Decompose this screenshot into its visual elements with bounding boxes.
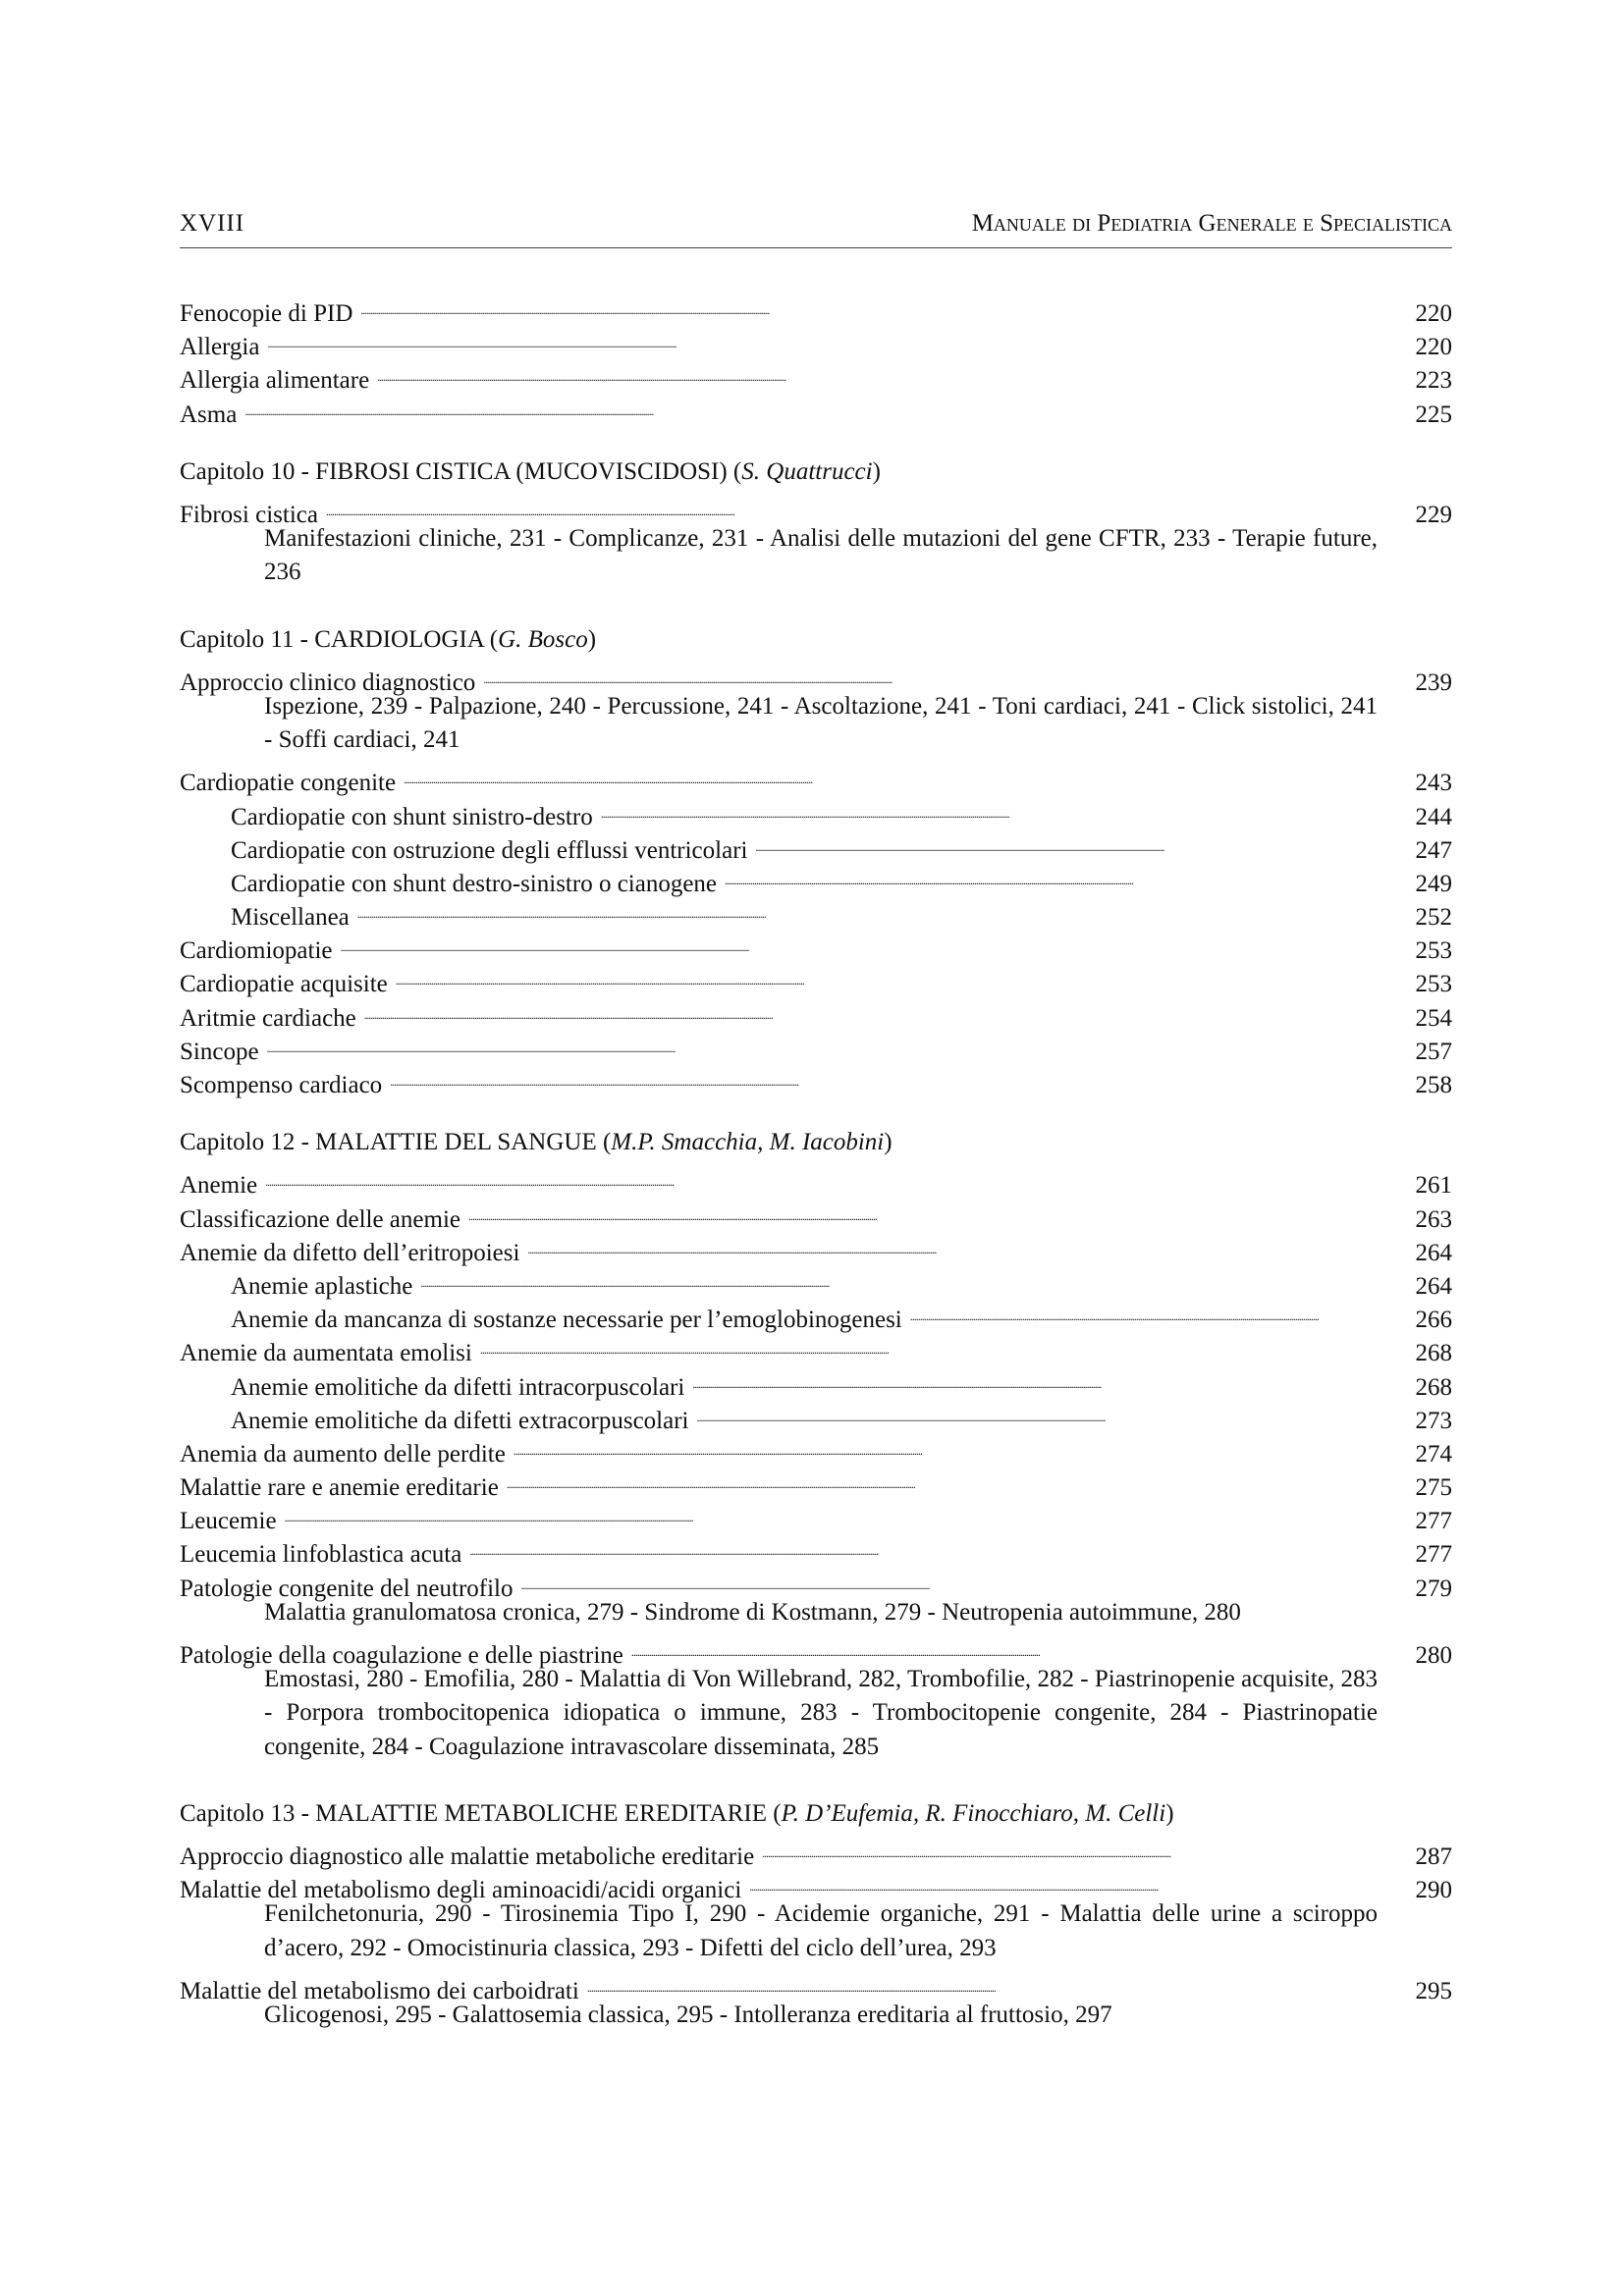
entry-title: Leucemia linfoblastica acuta <box>180 1541 462 1569</box>
page-number: XVIII <box>180 210 245 237</box>
toc-subentry <box>180 1260 1452 1300</box>
entry-title: Cardiopatie congenite <box>180 770 397 797</box>
toc-entry <box>180 1194 1452 1233</box>
dot-leader <box>364 992 1412 1026</box>
dot-leader <box>507 1462 1412 1495</box>
dot-leader <box>357 891 1412 925</box>
entry-title: Anemie emolitiche da difetti intracorpuscolari <box>231 1373 685 1401</box>
entry-title: Malattie del metabolismo degli aminoacidi/acidi organici <box>180 1877 742 1904</box>
entry-title: Aritmie cardiache <box>180 1004 356 1032</box>
toc-entry <box>180 1327 1452 1367</box>
toc-entry <box>180 1864 1452 1904</box>
entry-title: Cardiomiopatie <box>180 937 333 965</box>
toc-entry <box>180 1965 1452 2004</box>
toc-subentry <box>180 1395 1452 1434</box>
chapter-heading <box>180 1126 1452 1159</box>
entry-title: Fenocopie di PID <box>180 300 353 327</box>
entry-page-number: 225 <box>1415 400 1452 428</box>
entry-page-number: 229 <box>1415 501 1452 528</box>
entry-title: Patologie congenite del neutrofilo <box>180 1575 514 1602</box>
toc-entry <box>180 354 1452 395</box>
book-title: Manuale di Pediatria Generale e Specialistica <box>971 210 1452 237</box>
entry-page-number: 279 <box>1415 1575 1452 1602</box>
toc-entry <box>180 1563 1452 1602</box>
dot-leader <box>377 354 1411 388</box>
entry-page-number: 220 <box>1415 334 1452 361</box>
entry-title: Approccio clinico diagnostico <box>180 668 476 696</box>
dot-leader <box>527 1227 1411 1260</box>
entry-title: Malattie rare e anemie ereditarie <box>180 1474 499 1502</box>
entry-title: Allergia alimentare <box>180 367 370 395</box>
toc-entry <box>180 657 1452 696</box>
dot-leader <box>483 657 1411 690</box>
entry-page-number: 223 <box>1415 367 1452 395</box>
chapter-paren-close: ) <box>884 1129 893 1156</box>
chapter-title: Capitolo 11 - CARDIOLOGIA ( <box>180 625 499 653</box>
dot-leader <box>244 389 1411 422</box>
entry-page-number: 287 <box>1415 1843 1452 1870</box>
entry-page-number: 258 <box>1415 1072 1452 1098</box>
chapter-paren-close: ) <box>1165 1799 1174 1827</box>
entry-title: Anemia da aumento delle perdite <box>180 1440 506 1468</box>
entry-page-number: 220 <box>1415 300 1452 327</box>
dot-leader <box>692 1362 1411 1395</box>
entry-title: Patologie della coagulazione e delle piastrine <box>180 1642 623 1670</box>
dot-leader <box>587 1965 1412 1999</box>
entry-page-number: 290 <box>1415 1877 1452 1904</box>
toc-subentry <box>180 1294 1452 1334</box>
entry-page-number: 253 <box>1415 937 1452 965</box>
dot-leader <box>420 1260 1411 1294</box>
chapter-heading <box>180 1797 1452 1831</box>
entry-page-number: 253 <box>1415 971 1452 998</box>
entry-title: Cardiopatie acquisite <box>180 971 388 998</box>
entry-page-number: 266 <box>1415 1307 1452 1334</box>
entry-title: Cardiopatie con shunt destro-sinistro o cianogene <box>231 870 718 897</box>
dot-leader <box>396 958 1412 991</box>
dot-leader <box>390 1059 1411 1093</box>
dot-leader <box>341 925 1412 958</box>
dot-leader <box>360 288 1411 321</box>
toc-entry <box>180 757 1452 797</box>
dot-leader <box>267 1026 1412 1059</box>
toc-entry <box>180 1462 1452 1502</box>
toc-entry <box>180 1831 1452 1870</box>
toc-entry <box>180 925 1452 965</box>
entry-page-number: 261 <box>1415 1172 1452 1200</box>
toc-entry <box>180 958 1452 998</box>
entry-page-number: 268 <box>1415 1340 1452 1367</box>
running-header <box>180 210 1452 248</box>
entry-page-number: 295 <box>1415 1977 1452 2004</box>
toc-subentry <box>180 791 1452 830</box>
toc-entry <box>180 1528 1452 1569</box>
entry-page-number: 243 <box>1415 770 1452 797</box>
toc-entry <box>180 1629 1452 1670</box>
entry-page-number: 274 <box>1415 1440 1452 1468</box>
entry-page-number: 277 <box>1415 1541 1452 1569</box>
entry-title: Allergia <box>180 334 260 361</box>
entry-title: Anemie aplastiche <box>231 1272 413 1300</box>
entry-page-number: 280 <box>1415 1642 1452 1670</box>
dot-leader <box>696 1395 1411 1428</box>
dot-leader <box>265 1159 1411 1193</box>
entry-title: Anemie emolitiche da difetti extracorpuscolari <box>231 1407 689 1434</box>
dot-leader <box>404 757 1411 790</box>
entry-page-number: 257 <box>1415 1038 1452 1065</box>
toc-entry <box>180 1495 1452 1535</box>
toc-topic-list: Glicogenosi, 295 - Galattosemia classica, 295 - Intolleranza ereditaria al fruttosio, 297 <box>264 2001 1112 2028</box>
toc-entry <box>180 288 1452 327</box>
entry-title: Asma <box>180 400 238 428</box>
dot-leader <box>521 1563 1412 1596</box>
toc-entry <box>180 1428 1452 1468</box>
chapter-authors: G. Bosco <box>498 625 588 653</box>
dot-leader <box>326 489 1412 522</box>
entry-title: Anemie <box>180 1172 258 1200</box>
toc-entry <box>180 389 1452 428</box>
entry-page-number: 247 <box>1415 836 1452 864</box>
entry-title: Anemie da mancanza di sostanze necessarie per l’emoglobinogenesi <box>231 1307 902 1334</box>
toc-topic-list: Malattia granulomatosa cronica, 279 - Sindrome di Kostmann, 279 - Neutropenia autoimmune, 280 <box>264 1598 1241 1626</box>
entry-title: Anemie da aumentata emolisi <box>180 1340 472 1367</box>
toc-entry <box>180 489 1452 528</box>
entry-title: Approccio diagnostico alle malattie metaboliche ereditarie <box>180 1843 755 1870</box>
chapter-title: Capitolo 10 - FIBROSI CISTICA (MUCOVISCIDOSI) ( <box>180 457 742 485</box>
entry-page-number: 239 <box>1415 668 1452 696</box>
chapter-authors: P. D’Eufemia, R. Finocchiaro, M. Celli <box>781 1799 1166 1827</box>
toc-entry <box>180 1026 1452 1065</box>
entry-page-number: 244 <box>1415 803 1452 830</box>
entry-page-number: 264 <box>1415 1239 1452 1266</box>
entry-page-number: 275 <box>1415 1474 1452 1502</box>
entry-page-number: 277 <box>1415 1508 1452 1535</box>
entry-page-number: 254 <box>1415 1004 1452 1032</box>
toc-subentry <box>180 1362 1452 1401</box>
dot-leader <box>755 825 1411 858</box>
toc-subentry <box>180 858 1452 897</box>
entry-title: Cardiopatie con ostruzione degli efflussi ventricolari <box>231 836 748 864</box>
entry-title: Classificazione delle anemie <box>180 1205 460 1233</box>
entry-title: Miscellanea <box>231 904 350 932</box>
chapter-authors: S. Quattrucci <box>741 457 873 485</box>
dot-leader <box>514 1428 1412 1462</box>
entry-title: Fibrosi cistica <box>180 501 318 528</box>
chapter-paren-close: ) <box>587 625 597 653</box>
entry-page-number: 264 <box>1415 1272 1452 1300</box>
toc-topic-list: Manifestazioni cliniche, 231 - Complicanze, 231 - Analisi delle mutazioni del gene CFTR, 233 - Terapie future, 236 <box>264 525 1378 586</box>
entry-page-number: 268 <box>1415 1373 1452 1401</box>
chapter-heading <box>180 455 1452 489</box>
entry-title: Scompenso cardiaco <box>180 1072 383 1098</box>
entry-title: Anemie da difetto dell’eritropoiesi <box>180 1239 520 1266</box>
dot-leader <box>480 1327 1412 1361</box>
toc-topic-list: Emostasi, 280 - Emofilia, 280 - Malattia di Von Willebrand, 282, Trombofilie, 282 - Piastrinopenie acquisite, 283 - Porpora trombocitopenica idiopatica o immune, 283 - Trombocitopenie congenite, 284 - Piastrinopatie congenite, 284 - Coagulazione intravascolare disseminata, 285 <box>264 1666 1378 1760</box>
toc-entry <box>180 1159 1452 1200</box>
toc-entry <box>180 1227 1452 1266</box>
chapter-title: Capitolo 13 - MALATTIE METABOLICHE EREDITARIE ( <box>180 1799 782 1827</box>
entry-page-number: 273 <box>1415 1407 1452 1434</box>
entry-page-number: 263 <box>1415 1205 1452 1233</box>
dot-leader <box>601 791 1412 825</box>
dot-leader <box>749 1864 1411 1897</box>
entry-title: Sincope <box>180 1038 259 1065</box>
dot-leader <box>631 1629 1412 1663</box>
entry-title: Malattie del metabolismo dei carboidrati <box>180 1977 579 2004</box>
dot-leader <box>267 321 1411 354</box>
dot-leader <box>910 1294 1412 1327</box>
entry-title: Leucemie <box>180 1508 277 1535</box>
toc-entry <box>180 321 1452 361</box>
chapter-heading <box>180 623 1452 657</box>
toc-topic-list: Ispezione, 239 - Palpazione, 240 - Percussione, 241 - Ascoltazione, 241 - Toni cardiaci, 241 - Click sistolici, 241 - Soffi cardiaci, 241 <box>264 692 1378 754</box>
dot-leader <box>468 1194 1412 1227</box>
table-of-contents <box>180 288 1452 2032</box>
chapter-authors: M.P. Smacchia, M. Iacobini <box>611 1129 885 1156</box>
dot-leader <box>725 858 1411 891</box>
toc-entry <box>180 992 1452 1032</box>
toc-subentry <box>180 891 1452 932</box>
toc-subentry <box>180 825 1452 864</box>
toc-entry <box>180 1059 1452 1098</box>
dot-leader <box>469 1528 1411 1562</box>
toc-topic-list: Fenilchetonuria, 290 - Tirosinemia Tipo I, 290 - Acidemie organiche, 291 - Malattia delle urine a sciroppo d’acero, 292 - Omocistinuria classica, 293 - Difetti del ciclo dell’urea, 293 <box>264 1900 1378 1961</box>
entry-page-number: 252 <box>1415 904 1452 932</box>
entry-page-number: 249 <box>1415 870 1452 897</box>
chapter-title: Capitolo 12 - MALATTIE DEL SANGUE ( <box>180 1129 612 1156</box>
dot-leader <box>285 1495 1412 1528</box>
chapter-paren-close: ) <box>872 457 881 485</box>
dot-leader <box>762 1831 1411 1864</box>
entry-title: Cardiopatie con shunt sinistro-destro <box>231 803 593 830</box>
